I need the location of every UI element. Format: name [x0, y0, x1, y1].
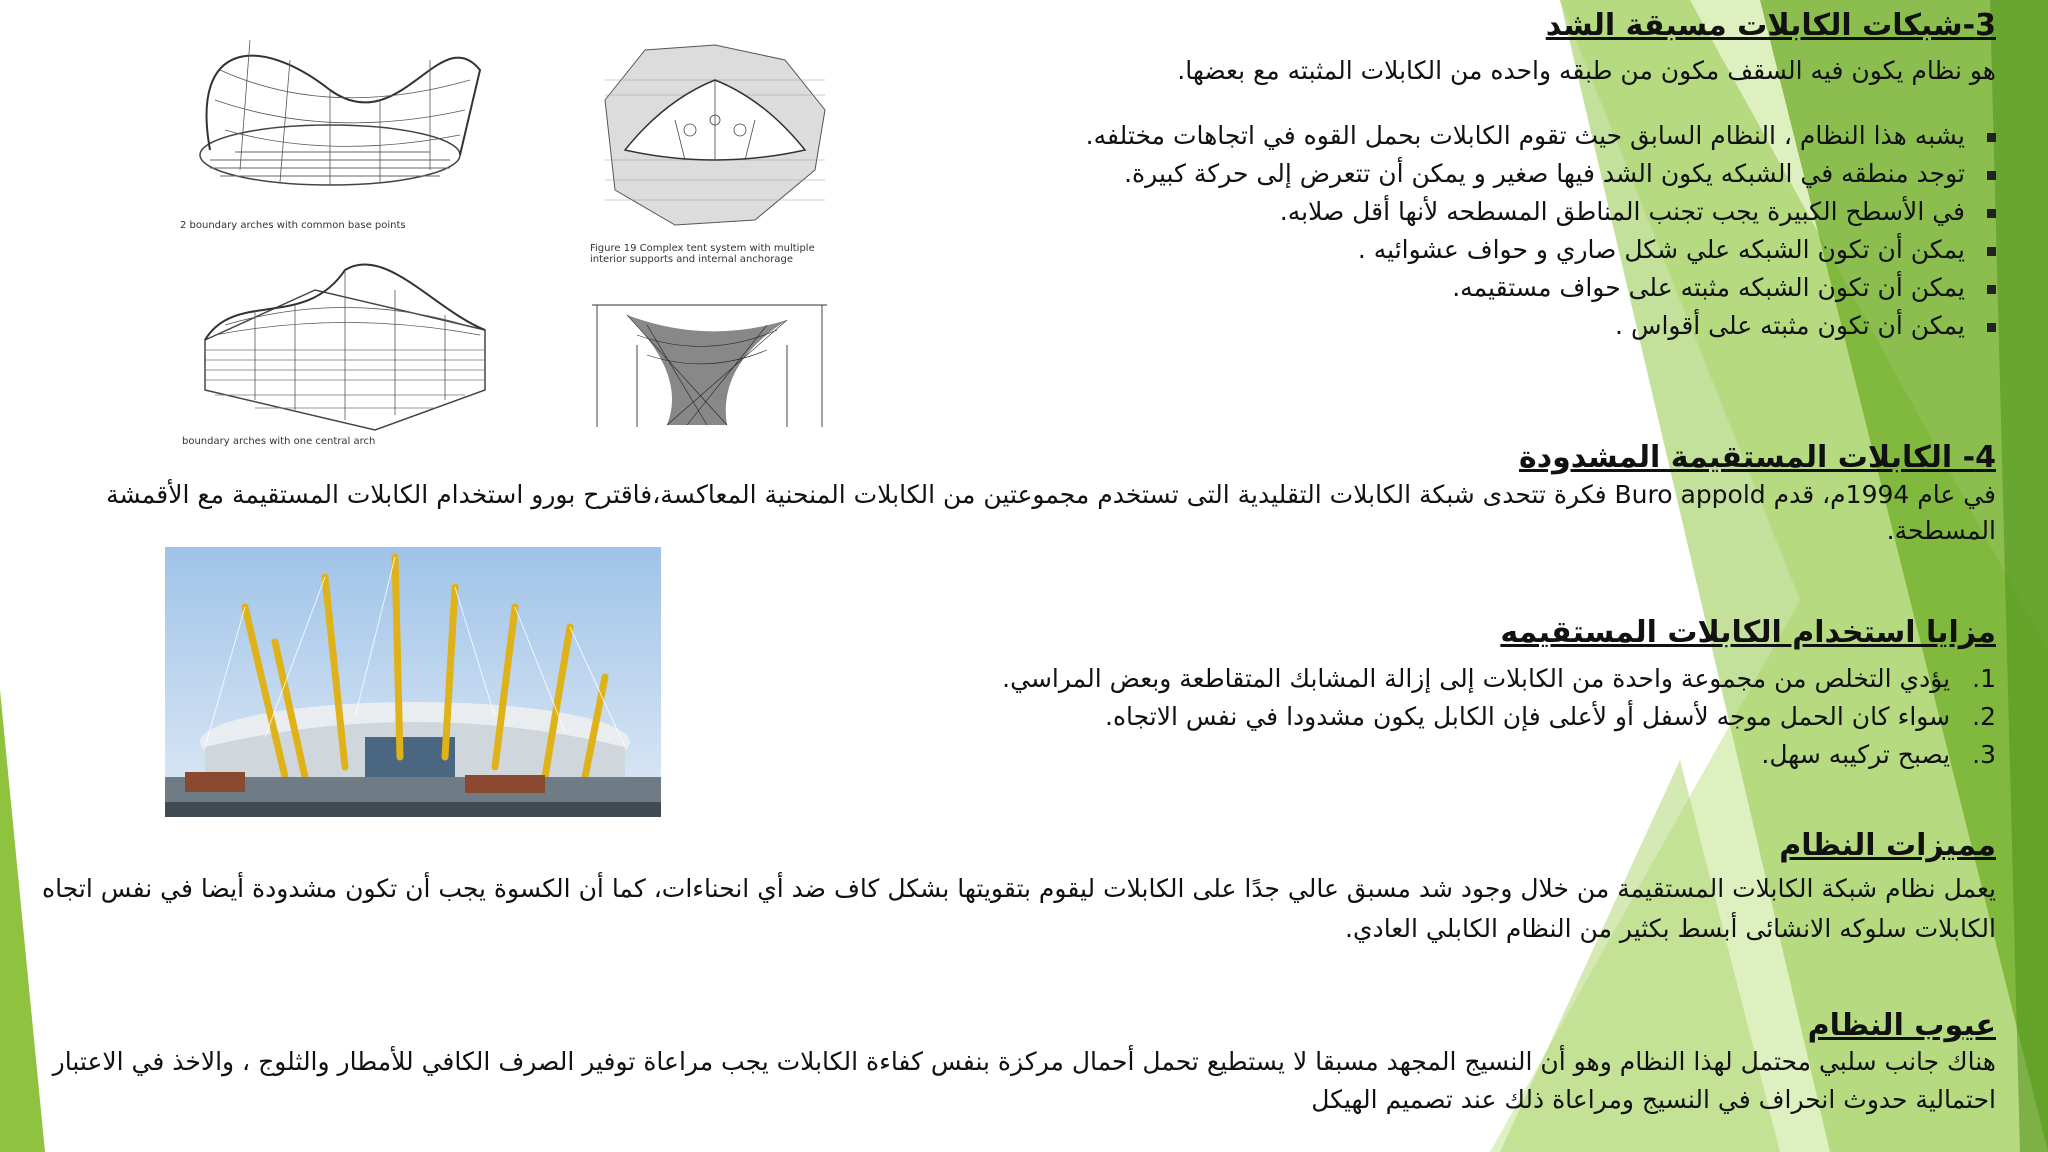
advantages-section	[796, 615, 1996, 774]
bullet-square-icon	[1987, 285, 1996, 294]
defects-text: هناك جانب سلبي محتمل لهذا النظام وهو أن النسيج المجهد مسبقا لا يستطيع تحمل أحمال مركزة بنفس كفاءة الكابلات يجب مراعاة توفير الصرف الكافي للأمطار والثلوج ، والاخذ في الاعتبار احتمالية حدوث انحراف في النسيج ومراعاة ذلك عند تصميم الهيكل	[52, 1047, 1996, 1114]
section-3-intro: هو نظام يكون فيه السقف مكون من طبقه واحده من الكابلات المثبته مع بعضها.	[1177, 56, 1996, 85]
bullet-square-icon	[1987, 133, 1996, 142]
advantages-list	[796, 660, 1996, 774]
bullet-square-icon	[1987, 323, 1996, 332]
features-title: مميزات النظام	[1779, 828, 1996, 863]
bullet-square-icon	[1987, 209, 1996, 218]
dome-photo	[165, 547, 661, 817]
defects-section	[6, 1008, 1996, 1119]
advantage-item: 1.يؤدي التخلص من مجموعة واحدة من الكابلات إلى إزالة المشابك المتقاطعة وبعض المراسي.	[1002, 664, 1996, 693]
section-4-title: 4- الكابلات المستقيمة المشدودة	[1519, 440, 1996, 475]
figure-caption-1: 2 boundary arches with common base points	[180, 220, 406, 231]
complex-tent-diagram	[585, 40, 835, 230]
figure-caption-2: Figure 19 Complex tent system with multiple interior supports and internal anchorage	[590, 243, 815, 265]
bullet-item: يمكن أن تكون الشبكه مثبته على حواف مستقيمه.	[956, 269, 1996, 307]
section-4	[6, 440, 1996, 549]
tensile-structure-sketch	[587, 285, 832, 427]
bullet-item: يمكن أن تكون مثبته على أقواس .	[956, 307, 1996, 345]
bullet-item: يشبه هذا النظام ، النظام السابق حيث تقوم الكابلات بحمل القوه في اتجاهات مختلفه.	[956, 117, 1996, 155]
bullet-square-icon	[1987, 247, 1996, 256]
saddle-net-diagram-1	[180, 30, 490, 220]
bullet-item: يمكن أن تكون الشبكه علي شكل صاري و حواف عشوائيه .	[956, 231, 1996, 269]
features-section	[6, 828, 1996, 949]
saddle-net-diagram-2	[195, 250, 495, 435]
section-3-bullets	[956, 117, 1996, 345]
features-text: يعمل نظام شبكة الكابلات المستقيمة من خلال وجود شد مسبق عالي جدًا على الكابلات ليقوم بتقويتها بشكل كاف ضد أي انحناءات، كما أن الكسوة يجب أن تكون مشدودة أيضا في نفس اتجاه الكابلات سلوكه الانشائى أبسط بكثير من النظام الكابلي العادي.	[42, 874, 1996, 943]
defects-title: عيوب النظام	[1807, 1008, 1996, 1043]
figure-caption-3: boundary arches with one central arch	[182, 436, 376, 447]
advantage-item: 2.سواء كان الحمل موجه لأسفل أو لأعلى فإن الكابل يكون مشدودا في نفس الاتجاه.	[1105, 702, 1996, 731]
bullet-item: في الأسطح الكبيرة يجب تجنب المناطق المسطحه لأنها أقل صلابه.	[956, 193, 1996, 231]
section-4-text: في عام 1994م، قدم Buro appold فكرة تتحدى شبكة الكابلات التقليدية التى تستخدم مجموعتين من الكابلات المنحنية المعاكسة،فاقترح بورو استخدام الكابلات المستقيمة مع الأقمشة المسطحة.	[106, 480, 1996, 545]
bullet-item: توجد منطقه في الشبكه يكون الشد فيها صغير و يمكن أن تتعرض إلى حركة كبيرة.	[956, 155, 1996, 193]
bullet-square-icon	[1987, 171, 1996, 180]
section-3-title: 3-شبكات الكابلات مسبقة الشد	[1545, 8, 1996, 43]
advantages-title: مزايا استخدام الكابلات المستقيمه	[1500, 615, 1996, 650]
section-3	[956, 8, 1996, 345]
advantage-item: 3.يصبح تركيبه سهل.	[1761, 740, 1996, 769]
